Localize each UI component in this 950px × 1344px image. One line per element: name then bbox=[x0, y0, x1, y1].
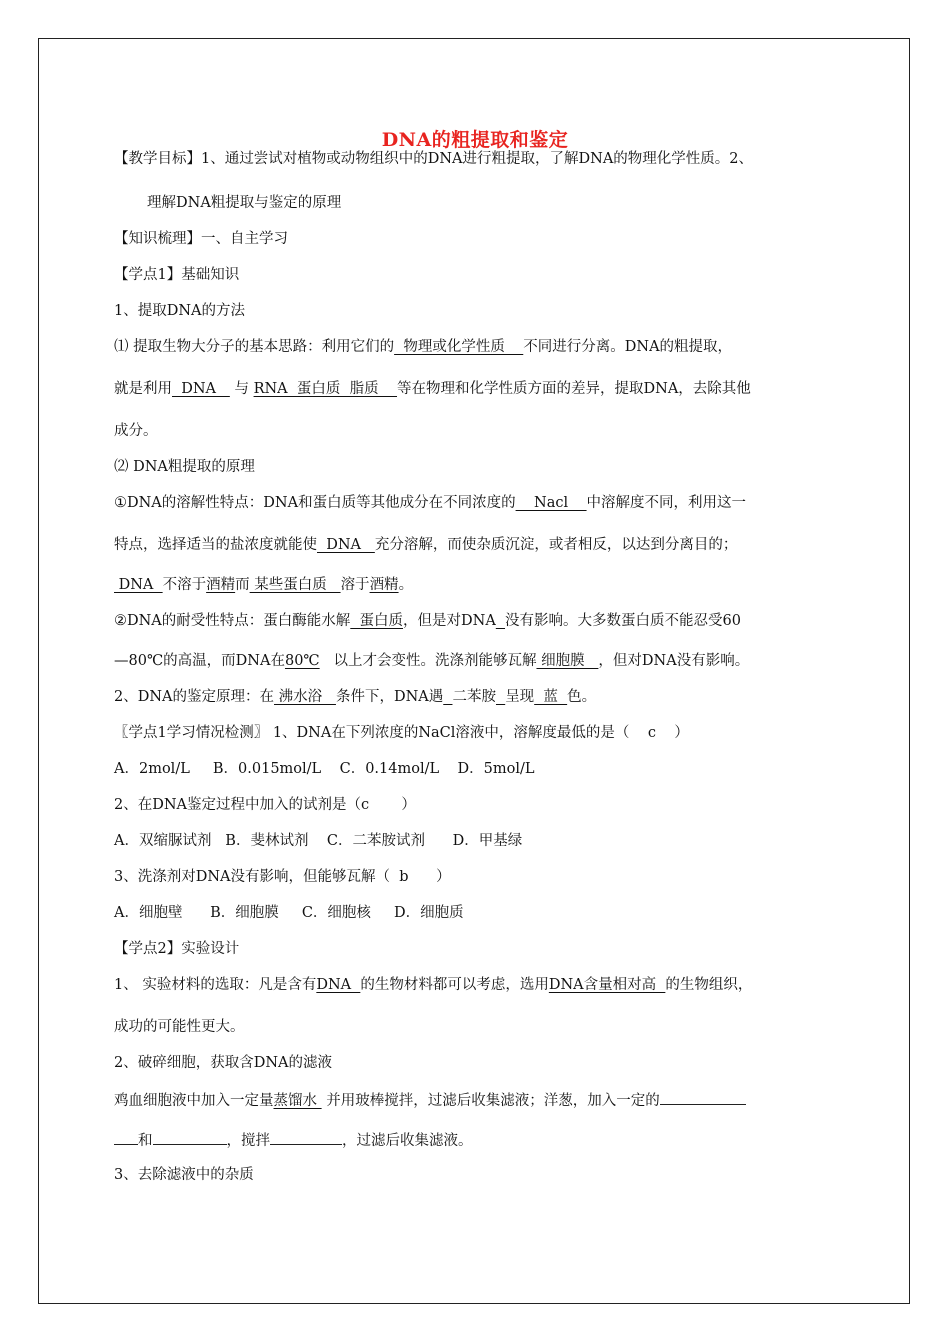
answer-blank: DNA bbox=[114, 577, 163, 593]
answer-blank: 酒精 bbox=[206, 577, 236, 593]
principle-line-2: 就是利用 DNA 与 RNA 蛋白质 脂质 等在物理和化学性质方面的差异，提取DNA，去除其他 bbox=[114, 381, 751, 397]
point2-header: 【学点2】实验设计 bbox=[114, 941, 240, 957]
knowledge-header: 【知识梳理】一、自主学习 bbox=[114, 231, 288, 247]
page-border bbox=[38, 38, 910, 1304]
answer-blank: DNA bbox=[316, 977, 361, 993]
answer-blank: 酒精 bbox=[369, 577, 399, 593]
method-heading: 1、提取DNA的方法 bbox=[114, 303, 246, 319]
answer-blank: DNA bbox=[172, 381, 230, 397]
solubility-line-2: 特点，选择适当的盐浓度就能使 DNA 充分溶解，而使杂质沉淀，或者相反，以达到分离目的； bbox=[114, 537, 738, 553]
material-selection-line-1: 1、 实验材料的选取：凡是含有DNA 的生物材料都可以考虑，选用DNA含量相对高 的生物组织， bbox=[114, 977, 753, 993]
material-selection-line-2: 成功的可能性更大。 bbox=[114, 1019, 245, 1035]
answer-blank: RNA 蛋白质 脂质 bbox=[253, 381, 398, 397]
principle-line-1: ⑴ 提取生物大分子的基本思路：利用它们的 物理或化学性质 不同进行分离。DNA的粗提取， bbox=[114, 339, 733, 355]
quiz-options-3: A．细胞壁 B．细胞膜 C．细胞核 D．细胞质 bbox=[114, 905, 464, 921]
cell-break-heading: 2、破碎细胞，获取含DNA的滤液 bbox=[114, 1055, 333, 1071]
principle-line-3: 成分。 bbox=[114, 423, 158, 439]
answer-blank: 细胞膜 bbox=[536, 653, 599, 669]
tolerance-line-2: —80℃的高温，而DNA在80℃ 以上才会变性。洗涤剂能够瓦解 细胞膜 ，但对DNA没有影响。 bbox=[114, 653, 750, 669]
answer-blank: Nacl bbox=[515, 495, 587, 511]
teaching-goal-line-2: 理解DNA粗提取与鉴定的原理 bbox=[147, 195, 342, 211]
answer-blank bbox=[496, 613, 505, 629]
answer-blank: 物理或化学性质 bbox=[394, 339, 524, 355]
cell-break-line-2: 和 ，搅拌 ，过滤后收集滤液。 bbox=[114, 1132, 473, 1149]
empty-blank bbox=[660, 1092, 746, 1105]
answer-blank: 80℃ bbox=[284, 653, 320, 669]
answer-blank: 蛋白质 bbox=[350, 613, 404, 629]
answer-blank: DNA含量相对高 bbox=[548, 977, 666, 993]
quiz-question-2: 2、在DNA鉴定过程中加入的试剂是（c ） bbox=[114, 797, 416, 813]
answer-blank: 蓝 bbox=[534, 689, 568, 705]
answer-blank: 某些蛋白质 bbox=[249, 577, 341, 593]
extraction-principle-heading: ⑵ DNA粗提取的原理 bbox=[114, 459, 255, 475]
document-title: DNA的粗提取和鉴定 bbox=[381, 129, 569, 151]
solubility-line-3: DNA 不溶于酒精而 某些蛋白质 溶于酒精。 bbox=[114, 577, 414, 593]
quiz-question-1: 〖学点1学习情况检测〗 1、DNA在下列浓度的NaCl溶液中，溶解度最低的是（ c ） bbox=[114, 725, 689, 741]
identification-principle: 2、DNA的鉴定原理：在 沸水浴 条件下，DNA遇 二苯胺 呈现 蓝 色。 bbox=[114, 689, 597, 705]
quiz-question-3: 3、洗涤剂对DNA没有影响，但能够瓦解（ b ） bbox=[114, 869, 451, 885]
impurity-removal-heading: 3、去除滤液中的杂质 bbox=[114, 1167, 254, 1183]
answer-blank: 蒸馏水 bbox=[273, 1093, 322, 1109]
answer-blank bbox=[496, 689, 505, 705]
answer-blank: 沸水浴 bbox=[274, 689, 336, 705]
empty-blank bbox=[270, 1132, 342, 1145]
point1-header: 【学点1】基础知识 bbox=[114, 267, 240, 283]
answer-blank: DNA bbox=[317, 537, 375, 553]
quiz-options-2: A．双缩脲试剂 B．斐林试剂 C．二苯胺试剂 D．甲基绿 bbox=[114, 833, 523, 849]
teaching-goal-line-1: 【教学目标】1、通过尝试对植物或动物组织中的DNA进行粗提取，了解DNA的物理化学性质。2、 bbox=[114, 151, 754, 167]
solubility-line-1: ①DNA的溶解性特点：DNA和蛋白质等其他成分在不同浓度的 Nacl 中溶解度不同，利用这一 bbox=[114, 495, 747, 511]
cell-break-line-1: 鸡血细胞液中加入一定量蒸馏水 并用玻棒搅拌，过滤后收集滤液；洋葱，加入一定的 bbox=[114, 1092, 746, 1109]
empty-blank bbox=[153, 1132, 227, 1145]
quiz-options-1: A．2mol/L B．0.015mol/L C．0.14mol/L D．5mol/L bbox=[114, 761, 535, 777]
tolerance-line-1: ②DNA的耐受性特点：蛋白酶能水解 蛋白质，但是对DNA 没有影响。大多数蛋白质不能忍受60 bbox=[114, 613, 741, 629]
empty-blank bbox=[114, 1132, 138, 1145]
